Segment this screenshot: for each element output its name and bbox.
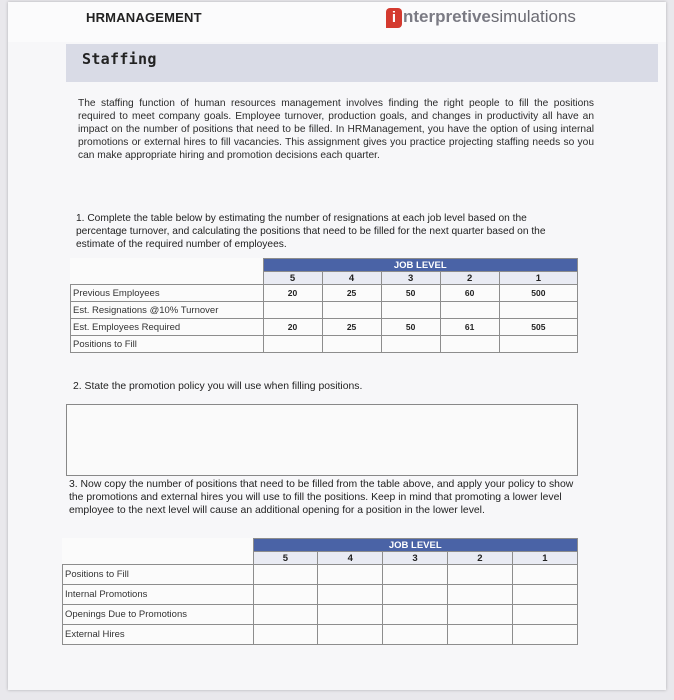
table2-input-cell[interactable]: [318, 605, 383, 625]
table1-row-label: Est. Resignations @10% Turnover: [71, 302, 264, 319]
table1-corner: [71, 259, 264, 272]
table1-level-5: 5: [263, 272, 322, 285]
table1-input-cell[interactable]: [381, 336, 440, 353]
table2-input-cell[interactable]: [512, 605, 577, 625]
table2-level-3: 3: [383, 552, 448, 565]
table2-input-cell[interactable]: [253, 565, 318, 585]
question-1: 1. Complete the table below by estimating the number of resignations at each job level based on the percentage turnover, and calculating the positions that need to be filled for the next quarter based on the estimate of the required number of employees.: [76, 213, 546, 250]
table1-level-2: 2: [440, 272, 499, 285]
table2-input-cell[interactable]: [512, 585, 577, 605]
table2-level-4: 4: [318, 552, 383, 565]
logo-text-simulations: simulations: [490, 7, 576, 26]
table2-input-cell[interactable]: [383, 565, 448, 585]
table1-cell: 50: [381, 285, 440, 302]
table2-corner: [63, 539, 254, 552]
question-3: 3. Now copy the number of positions that need to be filled from the table above, and apply your policy to show the promotions and external hires you will use to fill the positions. Keep in mind that promoting a lower level employee to the next level will cause an additional opening for a position in the lower level.: [69, 479, 574, 516]
promotions-table: [62, 538, 578, 645]
table2-level-1: 1: [512, 552, 577, 565]
table1-level-4: 4: [322, 272, 381, 285]
table1-row-label: Previous Employees: [71, 285, 264, 302]
table1-corner-2: [71, 272, 264, 285]
table2-job-level-header: JOB LEVEL: [253, 539, 578, 552]
table2-corner-2: [63, 552, 254, 565]
logo-text-interpretive: nterpretive: [403, 7, 491, 26]
table2-input-cell[interactable]: [447, 605, 512, 625]
table1-cell: 20: [263, 285, 322, 302]
table2-input-cell[interactable]: [318, 625, 383, 645]
table1-input-cell[interactable]: [440, 336, 499, 353]
table2-level-5: 5: [253, 552, 318, 565]
table1-cell: 61: [440, 319, 499, 336]
table2-level-2: 2: [447, 552, 512, 565]
table1-cell: 20: [263, 319, 322, 336]
table1-level-1: 1: [499, 272, 577, 285]
table1-cell: 500: [499, 285, 577, 302]
table1-job-level-header: JOB LEVEL: [263, 259, 578, 272]
table1-input-cell[interactable]: [263, 336, 322, 353]
table1-row-label: Est. Employees Required: [71, 319, 264, 336]
table1-input-cell[interactable]: [263, 302, 322, 319]
table2-input-cell[interactable]: [447, 585, 512, 605]
logo-mark: i: [386, 8, 402, 28]
brand-title: HRMANAGEMENT: [86, 10, 202, 25]
table2-row-label: Internal Promotions: [63, 585, 254, 605]
table2-input-cell[interactable]: [253, 625, 318, 645]
interpretive-simulations-logo: [386, 7, 576, 28]
table2-input-cell[interactable]: [383, 605, 448, 625]
table1-input-cell[interactable]: [381, 302, 440, 319]
table1-input-cell[interactable]: [440, 302, 499, 319]
table2-input-cell[interactable]: [447, 625, 512, 645]
staffing-table: [70, 258, 578, 353]
table2-input-cell[interactable]: [383, 585, 448, 605]
table1-cell: 25: [322, 319, 381, 336]
table2-input-cell[interactable]: [318, 585, 383, 605]
table2-input-cell[interactable]: [318, 565, 383, 585]
table2-row-label: Positions to Fill: [63, 565, 254, 585]
table2-input-cell[interactable]: [512, 625, 577, 645]
table2-input-cell[interactable]: [253, 605, 318, 625]
table1-level-3: 3: [381, 272, 440, 285]
intro-paragraph: The staffing function of human resources management involves finding the right people to fill the positions required to meet company goals. Employee turnover, production goals, and changes in productivity all have an impact on the number of positions that need to be filled. In HRManagement, you have the option of using internal promotions or external hires to fill vacancies. This assignment gives you practice projecting staffing needs so you can make appropriate hiring and promotion decisions each quarter.: [78, 98, 594, 161]
table1-cell: 25: [322, 285, 381, 302]
table1-row-label: Positions to Fill: [71, 336, 264, 353]
promotion-policy-answer-box[interactable]: [66, 404, 578, 476]
table2-row-label: External Hires: [63, 625, 254, 645]
table2-input-cell[interactable]: [253, 585, 318, 605]
table2-input-cell[interactable]: [383, 625, 448, 645]
table1-input-cell[interactable]: [499, 336, 577, 353]
table2-input-cell[interactable]: [512, 565, 577, 585]
table1-cell: 50: [381, 319, 440, 336]
table1-input-cell[interactable]: [322, 336, 381, 353]
table1-cell: 60: [440, 285, 499, 302]
table1-input-cell[interactable]: [499, 302, 577, 319]
question-2: 2. State the promotion policy you will use when filling positions.: [73, 381, 363, 392]
table2-row-label: Openings Due to Promotions: [63, 605, 254, 625]
table1-input-cell[interactable]: [322, 302, 381, 319]
table1-cell: 505: [499, 319, 577, 336]
table2-input-cell[interactable]: [447, 565, 512, 585]
section-title: Staffing: [82, 50, 157, 68]
